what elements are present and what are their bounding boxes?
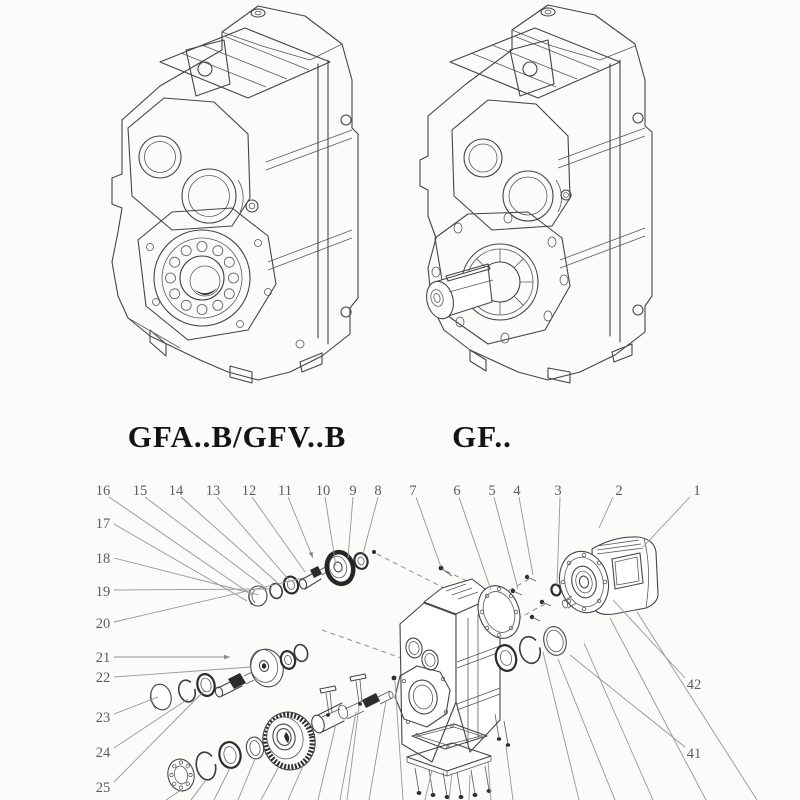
leader-line-16: [109, 497, 252, 595]
inspection-boss-1-inner: [469, 144, 497, 172]
housing-silhouette: [112, 6, 358, 380]
callouts: [96, 483, 702, 796]
leader-line-5: [494, 497, 518, 589]
motor: [553, 537, 658, 618]
boss-hole-tr: [633, 113, 643, 123]
leader-arrowhead: [309, 552, 313, 558]
intermediate-gear: [247, 646, 288, 691]
input-gear: [323, 549, 356, 587]
callout-number-16: 16: [95, 483, 111, 499]
leader-line-1: [643, 497, 690, 547]
bearing-rollers: [166, 242, 239, 315]
cut-leader-line: [369, 701, 386, 800]
cut-leader-line: [637, 612, 757, 800]
inspection-boss-1-inner: [145, 142, 176, 173]
shaft-spline-band: [362, 693, 380, 708]
inspection-boss-2: [182, 169, 236, 223]
leader-line-15: [145, 497, 267, 589]
leader-line-12: [252, 497, 305, 572]
corner-bolt-head: [392, 676, 397, 681]
leader-arrowhead: [224, 655, 230, 659]
intermediate-shaft-assembly: [148, 643, 310, 712]
boss-arc: [238, 180, 243, 212]
cut-leader-line: [238, 759, 255, 800]
base-line: [128, 318, 180, 348]
bearing-race: [162, 238, 242, 318]
hollow-shaft-bore-inner: [190, 266, 220, 296]
ball-bearing: [282, 575, 300, 595]
callout-number-42: 42: [686, 677, 702, 693]
leader-line-23: [114, 697, 158, 714]
callout-number-20: 20: [95, 616, 111, 632]
cut-leader-line: [506, 746, 513, 800]
bearing-outer-ring: [154, 230, 250, 326]
exploded-view: [96, 483, 757, 800]
callout-number-25: 25: [95, 780, 111, 796]
callout-number-4: 4: [513, 483, 521, 499]
cone-cap: [148, 682, 174, 712]
inspection-boss-2: [503, 171, 553, 221]
rib-deck: [450, 28, 620, 98]
callout-number-22: 22: [95, 670, 111, 686]
side-nub-hole: [564, 193, 569, 198]
shaft-step: [337, 704, 349, 720]
snap-ring: [194, 750, 218, 781]
side-nub-hole: [249, 203, 255, 209]
bracket-hole: [523, 62, 537, 76]
leader-line-41: [570, 655, 685, 747]
callout-number-8: 8: [374, 483, 382, 499]
callout-number-24: 24: [95, 745, 111, 761]
cut-leader-line: [288, 766, 303, 800]
leader-line-24: [114, 699, 188, 748]
cut-leader-line: [318, 724, 336, 800]
rib-deck: [160, 28, 330, 98]
input-shaft-assembly: [249, 549, 453, 606]
mounting-feet: [470, 344, 632, 383]
cut-leader-line: [543, 652, 579, 800]
inspection-boss-2-inner: [509, 177, 547, 215]
roller-bearing: [195, 672, 217, 698]
spline-band: [228, 673, 246, 689]
housing-front-face: [400, 603, 456, 762]
callout-number-7: 7: [409, 483, 417, 499]
oil-plug: [541, 8, 555, 16]
leader-line-22: [114, 667, 251, 677]
leader-line-7: [416, 497, 441, 567]
cover-plate-thickness: [407, 756, 491, 776]
leader-line-19: [114, 589, 272, 590]
callout-number-6: 6: [453, 483, 461, 499]
caption-left: GFA..B/GFV..B: [127, 419, 347, 454]
side-nub: [246, 200, 258, 212]
cap-screw-shank: [441, 568, 452, 576]
leader-line-8: [363, 497, 378, 554]
leader-line-11: [288, 497, 313, 558]
inspection-boss-1: [464, 139, 502, 177]
side-straps: [266, 130, 352, 270]
snap-ring: [268, 582, 283, 600]
cut-leader-line: [488, 761, 491, 800]
callout-number-14: 14: [168, 483, 184, 499]
callout-number-12: 12: [241, 483, 257, 499]
oil-plug-hole: [545, 10, 551, 14]
callout-number-21: 21: [95, 650, 111, 666]
inspection-boss-1: [139, 136, 181, 178]
callout-number-17: 17: [95, 516, 111, 532]
cut-leader-line: [166, 790, 181, 800]
shaft-seal: [541, 624, 570, 658]
boss-hole-br: [633, 305, 643, 315]
bracket-hole: [198, 62, 212, 76]
gear-bore: [262, 663, 266, 669]
callout-number-15: 15: [132, 483, 148, 499]
lifting-bracket: [510, 40, 554, 96]
cut-leader-line: [214, 768, 230, 800]
oil-plug: [251, 9, 265, 17]
leader-line-4: [519, 497, 533, 575]
boss-hole-tr: [341, 115, 351, 125]
callout-number-1: 1: [693, 483, 701, 499]
leader-line-6: [459, 497, 491, 590]
top-edge: [222, 32, 342, 60]
callout-number-9: 9: [349, 483, 357, 499]
cap-screw-head-2: [372, 550, 376, 554]
cut-leader-line: [558, 659, 615, 800]
mounting-feet: [150, 330, 322, 383]
cut-leader-line: [340, 712, 356, 800]
boss-hole-bottom: [296, 340, 304, 348]
face-bolt-holes: [147, 240, 272, 328]
retaining-ring: [517, 634, 543, 665]
side-straps: [558, 128, 645, 268]
callout-number-3: 3: [554, 483, 562, 499]
cut-leader-line: [584, 643, 653, 800]
callout-number-13: 13: [205, 483, 221, 499]
callout-number-11: 11: [278, 483, 292, 499]
callout-number-5: 5: [488, 483, 496, 499]
oil-seal: [217, 740, 243, 770]
caption-right: GF..: [452, 419, 512, 454]
leader-line-9: [348, 497, 353, 558]
shaft-tip-face: [388, 691, 394, 699]
leader-line-2: [599, 497, 613, 528]
cut-leader-line: [261, 768, 278, 800]
boss-plate: [452, 100, 570, 230]
leader-line-20: [114, 578, 303, 622]
left-reducer-drawing: [112, 6, 358, 383]
callout-number-10: 10: [315, 483, 331, 499]
oil-plug-hole: [255, 11, 261, 15]
callout-number-18: 18: [95, 551, 111, 567]
vertical-rib: [318, 60, 328, 344]
right-reducer-drawing: [420, 5, 652, 383]
callout-number-19: 19: [95, 584, 111, 600]
leader-line-42: [613, 600, 685, 678]
spline-band: [310, 566, 322, 578]
cut-leader-line: [469, 775, 470, 800]
callout-number-2: 2: [615, 483, 623, 499]
callout-number-41: 41: [686, 746, 702, 762]
cut-leader-line: [449, 773, 452, 800]
shaft-end-face: [298, 578, 307, 589]
callout-number-23: 23: [95, 710, 111, 726]
vertical-rib: [610, 60, 620, 342]
